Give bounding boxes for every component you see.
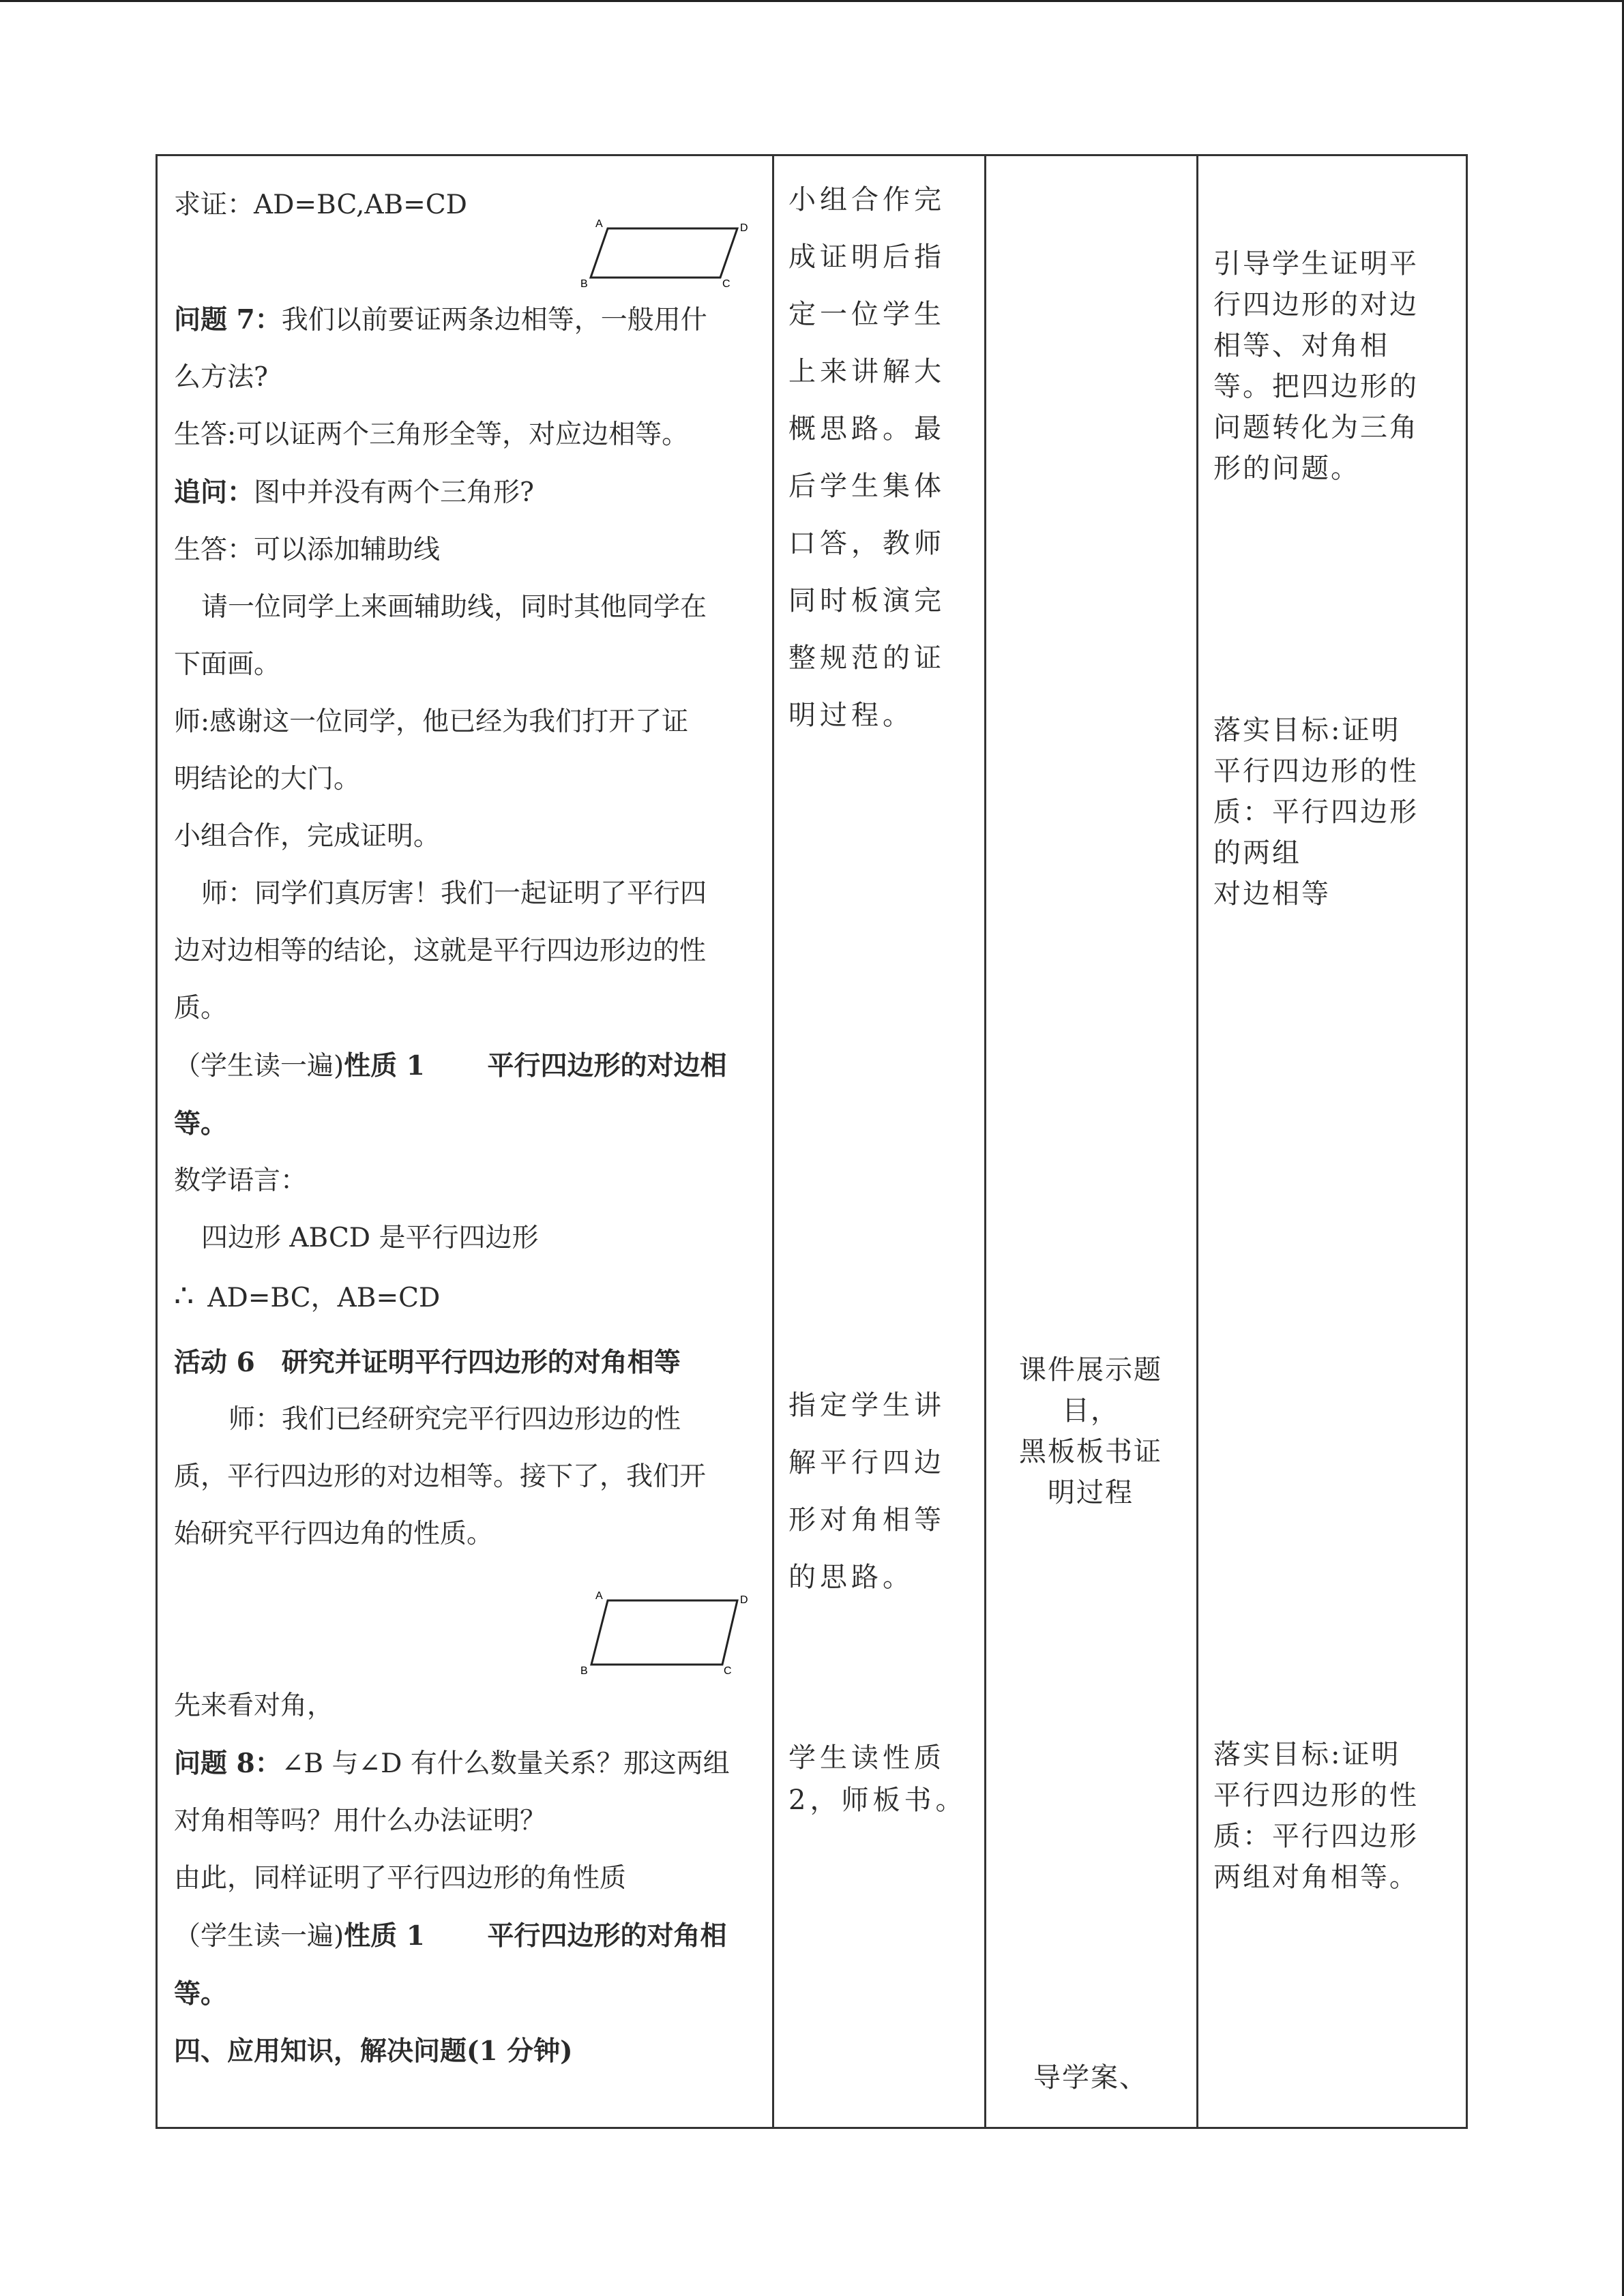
property-1-prefix: （学生读一遍) [174, 1051, 344, 1082]
question-8 [174, 1735, 767, 1793]
design-intent-block-2 [1213, 710, 1419, 914]
teacher-remark-2c: 质。 [174, 993, 228, 1024]
design-intent-line: 质：平行四边形 [1213, 1821, 1419, 1852]
teacher-remark-3b: 质，平行四边形的对边相等。接下了，我们开 [174, 1461, 707, 1492]
property-angles-bold: 性质 1 平行四边形的对角相 [344, 1920, 727, 1952]
property-angles [174, 1907, 767, 1965]
student-activity-line: 同时板演完 [788, 585, 945, 616]
design-intent-block-3 [1213, 1734, 1419, 1898]
design-intent-line: 行四边形的对边 [1213, 289, 1419, 320]
question-7-text: 我们以前要证两条边相等，一般用什 [281, 305, 707, 336]
student-activity-line: 学生读性质 [788, 1742, 945, 1774]
teaching-content-column [174, 177, 767, 2080]
student-activity-line: 后学生集体 [788, 471, 945, 502]
teacher-remark-1b: 明结论的大门。 [174, 764, 361, 794]
student-activity-line: 上来讲解大 [788, 356, 945, 387]
group-work: 小组合作，完成证明。 [174, 821, 441, 852]
vertex-a-label: A [595, 218, 603, 230]
follow-up-label: 追问： [174, 477, 254, 508]
column-divider-2 [984, 156, 986, 2127]
vertex-c-label-2: C [724, 1665, 732, 1677]
vertex-a-label-2: A [595, 1590, 603, 1602]
question-8-cont: 对角相等吗？用什么办法证明？ [174, 1806, 547, 1836]
quadrilateral-statement: 四边形 ABCD 是平行四边形 [201, 1223, 539, 1253]
question-8-text: ∠B 与∠D 有什么数量关系？那这两组 [281, 1748, 730, 1779]
conclusion-text: AD=BC，AB=CD [207, 1283, 441, 1313]
design-intent-line: 两组对角相等。 [1213, 1862, 1419, 1893]
property-1-sides [174, 1037, 767, 1095]
question-8-label: 问题 8： [174, 1748, 282, 1779]
student-activity-block-1 [788, 171, 945, 744]
math-language-label: 数学语言： [174, 1165, 308, 1196]
prove-statement: 求证：AD=BC,AB=CD [174, 190, 467, 220]
question-7-label: 问题 7： [174, 304, 282, 336]
vertex-c-label: C [722, 278, 730, 290]
student-activity-line: 概思路。最 [788, 413, 945, 445]
student-activity-line: 口答，教师 [788, 528, 945, 559]
teacher-remark-2b: 边对边相等的结论，这就是平行四边形边的性 [174, 936, 707, 966]
student-activity-line: 成证明后指 [788, 241, 945, 273]
teacher-remark-1a: 师:感谢这一位同学，他已经为我们打开了证 [174, 706, 689, 737]
design-intent-line: 质：平行四边形 [1213, 796, 1419, 828]
parallelogram-figure-2 [580, 1588, 758, 1677]
activity-6-heading: 活动 6 研究并证明平行四边形的对角相等 [174, 1347, 681, 1378]
column-divider-3 [1196, 156, 1198, 2127]
invite-line-2: 下面画。 [174, 649, 281, 680]
design-intent-block-1 [1213, 243, 1419, 489]
design-intent-line: 平行四边形的性 [1213, 756, 1419, 787]
student-activity-line: 定一位学生 [788, 299, 945, 330]
page-border-top [0, 0, 1624, 2]
design-intent-line: 落实目标:证明 [1213, 715, 1401, 746]
student-activity-block-3 [788, 1737, 966, 1821]
design-intent-line: 问题转化为三角 [1213, 412, 1419, 443]
section-4-heading: 四、应用知识，解决问题(1 分钟) [174, 2036, 573, 2067]
design-intent-line: 相等、对角相 [1213, 330, 1389, 361]
student-activity-line: 小组合作完 [788, 184, 945, 215]
design-intent-line: 等。把四边形的 [1213, 371, 1419, 402]
resource-block-1 [988, 1350, 1193, 1513]
teacher-remark-3c: 始研究平行四边角的性质。 [174, 1519, 494, 1549]
design-intent-line: 的两组 [1213, 837, 1301, 869]
resource-block-2 [988, 2057, 1193, 2098]
property-angles-cont: 等。 [174, 1978, 228, 2010]
property-1-bold: 性质 1 平行四边形的对边相 [344, 1050, 727, 1082]
question-7-cont: 么方法? [174, 362, 268, 393]
property-angles-prefix: （学生读一遍) [174, 1921, 344, 1952]
follow-up-text: 图中并没有两个三角形? [254, 477, 534, 508]
resource-line: 目， [1062, 1395, 1119, 1427]
parallelogram-shape-2 [591, 1600, 737, 1665]
design-intent-line: 形的问题。 [1213, 453, 1360, 484]
student-activity-line: 整规范的证 [788, 642, 945, 674]
student-activity-line: 形对角相等 [788, 1504, 945, 1536]
design-intent-line: 平行四边形的性 [1213, 1780, 1419, 1811]
student-activity-line: 2，师板书。 [788, 1785, 967, 1816]
parallelogram-shape-1 [591, 228, 737, 278]
look-opposite-angles: 先来看对角， [174, 1690, 334, 1721]
question-7 [174, 291, 767, 349]
resource-line: 课件展示题 [1019, 1354, 1162, 1386]
resource-line: 黑板板书证 [1019, 1436, 1162, 1467]
vertex-d-label: D [740, 222, 748, 234]
invite-line-1: 请一位同学上来画辅助线，同时其他同学在 [201, 592, 707, 623]
resource-line: 导学案、 [1033, 2062, 1148, 2093]
therefore-line [174, 1267, 767, 1327]
therefore-symbol: ∴ [174, 1277, 194, 1314]
vertex-b-label-2: B [580, 1665, 588, 1677]
design-intent-line: 对边相等 [1213, 878, 1331, 910]
follow-up-question [174, 464, 767, 522]
teacher-remark-2a: 师：同学们真厉害！我们一起证明了平行四 [201, 878, 707, 909]
lesson-plan-table [156, 154, 1468, 2129]
student-activity-line: 明过程。 [788, 700, 914, 731]
design-intent-line: 落实目标:证明 [1213, 1739, 1401, 1770]
property-1-cont: 等。 [174, 1108, 228, 1139]
vertex-d-label-2: D [740, 1594, 748, 1606]
student-activity-block-2 [788, 1377, 945, 1606]
hence-line: 由此，同样证明了平行四边形的角性质 [174, 1863, 627, 1894]
teacher-remark-3a: 师：我们已经研究完平行四边形边的性 [228, 1404, 681, 1435]
design-intent-line: 引导学生证明平 [1213, 248, 1419, 280]
student-answer-1: 生答:可以证两个三角形全等，对应边相等。 [174, 419, 689, 450]
student-answer-2: 生答：可以添加辅助线 [174, 535, 441, 565]
student-activity-line: 解平行四边 [788, 1447, 945, 1478]
column-divider-1 [772, 156, 774, 2127]
resource-line: 明过程 [1048, 1477, 1134, 1508]
vertex-b-label: B [580, 278, 588, 290]
student-activity-line: 的思路。 [788, 1562, 914, 1593]
student-activity-line: 指定学生讲 [788, 1390, 945, 1421]
parallelogram-figure-1 [580, 216, 758, 291]
